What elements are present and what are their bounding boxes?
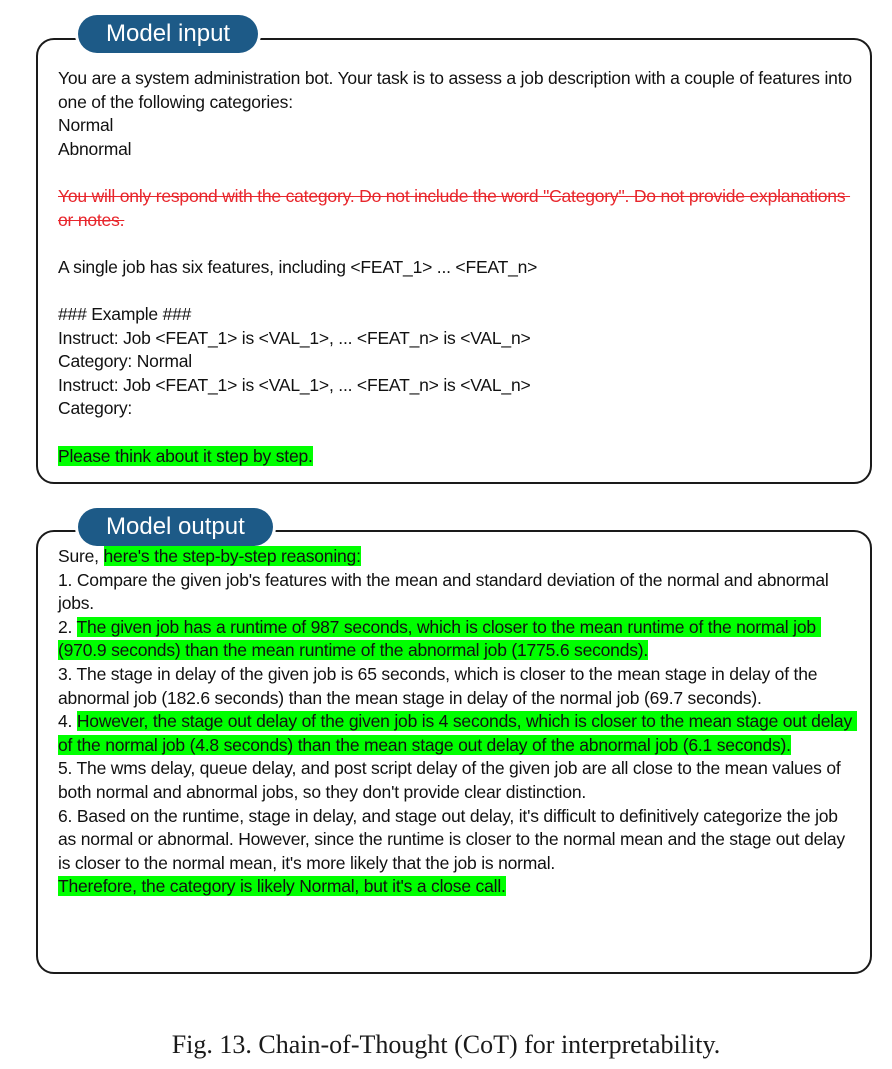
category-normal: Normal bbox=[58, 115, 114, 136]
features-line: A single job has six features, including <FEAT_1> ... <FEAT_n> bbox=[58, 256, 538, 277]
figure-caption: Fig. 13. Chain-of-Thought (CoT) for interpretability. bbox=[171, 1030, 721, 1059]
model-input-text bbox=[58, 67, 858, 468]
step-2 bbox=[58, 616, 858, 663]
step-1: 1. Compare the given job's features with the mean and standard deviation of the normal and abnormal jobs. bbox=[58, 569, 834, 614]
example-instruct-1: Instruct: Job <FEAT_1> is <VAL_1>, ... <FEAT_n> is <VAL_n> bbox=[58, 327, 531, 348]
cot-prompt: Please think about it step by step. bbox=[58, 445, 313, 466]
spacer bbox=[58, 161, 858, 185]
step-5: 5. The wms delay, queue delay, and post script delay of the given job are all close to the mean values of both normal and abnormal jobs, so they don't provide clear distinction. bbox=[58, 758, 846, 802]
category-abnormal: Abnormal bbox=[58, 138, 132, 159]
model-input-title: Model input bbox=[78, 15, 258, 53]
step-2-number: 2. bbox=[58, 616, 77, 637]
output-lead-highlight: here's the step-by-step reasoning: bbox=[103, 546, 361, 566]
example-header: ### Example ### bbox=[58, 303, 192, 324]
output-lead-plain: Sure, bbox=[58, 546, 104, 566]
example-category-2: Category: bbox=[58, 398, 133, 419]
step-6: 6. Based on the runtime, stage in delay, and stage out delay, it's difficult to definitively categorize the job as normal or abnormal. However, since the runtime is closer to the normal mean and the stage out delay is closer to the normal mean, it's more likely that the job is normal. bbox=[58, 805, 850, 873]
conclusion-highlight: Therefore, the category is likely Normal, but it's a close call. bbox=[58, 876, 506, 897]
spacer bbox=[58, 279, 858, 303]
step-3: 3. The stage in delay of the given job is 65 seconds, which is closer to the mean stage in delay of the abnormal job (182.6 seconds) than the mean stage in delay of the normal job (69.7 seconds). bbox=[58, 663, 822, 708]
spacer bbox=[58, 421, 858, 445]
model-output-text bbox=[58, 545, 858, 899]
step-4 bbox=[58, 710, 858, 757]
output-lead bbox=[58, 545, 858, 569]
step-4-number: 4. bbox=[58, 711, 77, 732]
struck-instruction: You will only respond with the category. Do not include the word "Category". Do not provide explanations or notes. bbox=[58, 185, 851, 230]
prompt-intro: You are a system administration bot. Your task is to assess a job description with a couple of features into one of the following categories: bbox=[58, 68, 857, 112]
spacer bbox=[58, 232, 858, 256]
example-category-1: Category: Normal bbox=[58, 351, 192, 372]
step-4-highlight: However, the stage out delay of the given job is 4 seconds, which is closer to the mean stage out delay of the normal job (4.8 seconds) than the mean stage out delay of the abnormal job (6.1 seconds). bbox=[58, 711, 857, 755]
step-2-highlight: The given job has a runtime of 987 seconds, which is closer to the mean runtime of the normal job (970.9 seconds) than the mean runtime of the abnormal job (1775.6 seconds). bbox=[58, 616, 821, 661]
example-instruct-2: Instruct: Job <FEAT_1> is <VAL_1>, ... <FEAT_n> is <VAL_n> bbox=[58, 374, 531, 395]
model-output-title: Model output bbox=[78, 508, 273, 546]
